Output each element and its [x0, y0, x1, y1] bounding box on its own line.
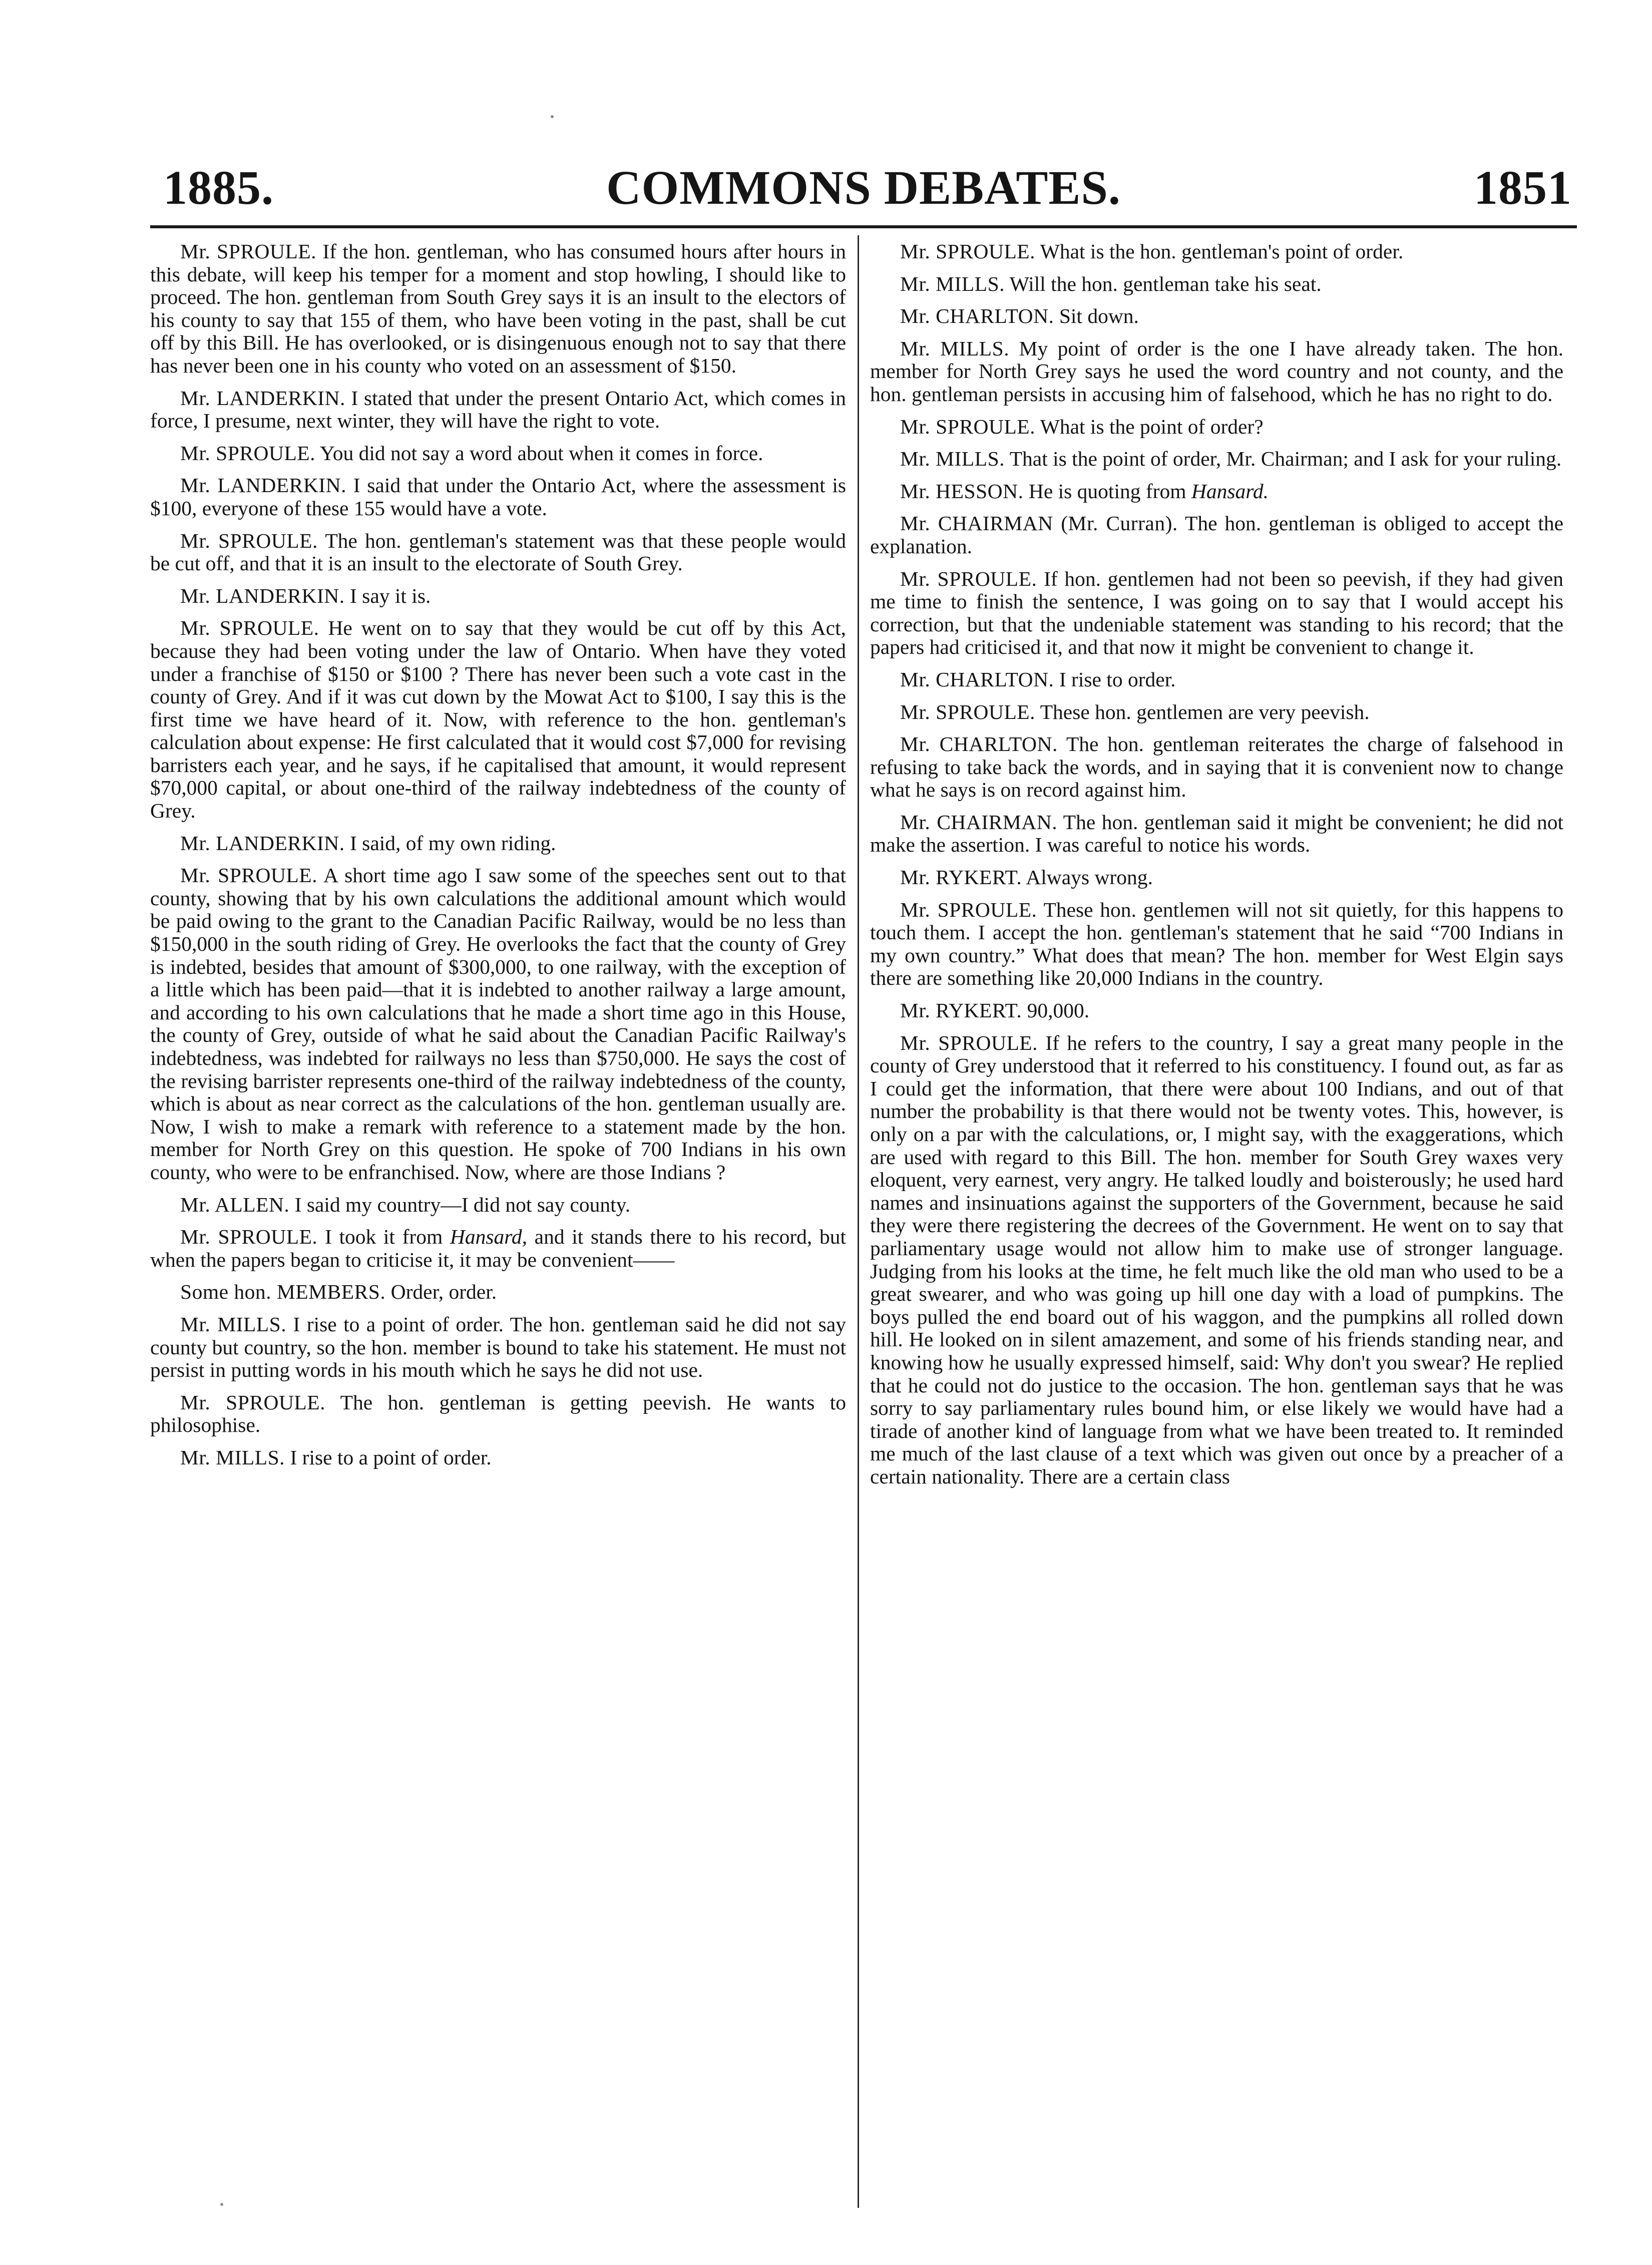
speaker-name: Mr. SPROULE.	[180, 616, 319, 640]
speaker-name: Mr. CHARLTON.	[900, 667, 1054, 691]
speech-text: Will the hon. gentleman take his seat.	[1009, 272, 1322, 295]
speech-paragraph	[150, 617, 846, 822]
speech-text: The hon. gentleman is getting peevish. He wants to philosophise.	[150, 1390, 846, 1437]
speaker-name: Mr. SPROULE.	[180, 1390, 326, 1414]
speech-paragraph	[150, 387, 846, 433]
header-year: 1885.	[163, 161, 274, 214]
speaker-name: Mr. LANDERKIN.	[180, 584, 345, 607]
speaker-name: Mr. CHARLTON.	[900, 304, 1054, 328]
speaker-name: Mr. CHAIRMAN (Mr. Curran).	[900, 512, 1178, 535]
speech-paragraph	[150, 585, 846, 608]
speaker-name: Mr. MILLS.	[900, 336, 1010, 360]
speaker-name: Mr. SPROULE.	[180, 529, 318, 552]
speech-paragraph	[150, 1281, 846, 1304]
running-head	[150, 150, 1577, 225]
speaker-name: Mr. MILLS.	[900, 272, 1005, 295]
speech-text: What is the point of order?	[1040, 415, 1264, 438]
speech-text: I stated that under the present Ontario Act, which comes in force, I presume, next winter, they will have the right to vote.	[150, 386, 846, 433]
speech-paragraph	[150, 1226, 846, 1271]
speech-paragraph	[870, 273, 1563, 296]
speech-text: A short time ago I saw some of the speeches sent out to that county, showing that by his own calculations the additional amount which would be paid owing to the grant to the Canadian Pacific Railway, would be no less than $150,000 in the south riding of Grey. He overlooks the fact that the county of Grey is indebted, besides that amount of $300,000, to one railway, with the exception of a little which has been paid—that it is indebted to another railway a large amount, and according to his own calculations that he made a short time ago in this House, the county of Grey, outside of what he said about the Canadian Pacific Railway's indebtedness, was indebted for railways no less than $750,000. He says the cost of the revising barrister represents one-third of the railway indebtedness of the county, which is about as near correct as the calculations of the hon. gentleman usually are. Now, I wish to make a remark with reference to a statement made by the hon. member for North Grey on this question. He spoke of 700 Indians in his own county, who were to be enfranchised. Now, where are those Indians ?	[150, 864, 846, 1184]
speech-text: Order, order.	[390, 1280, 497, 1304]
speaker-name: Mr. LANDERKIN.	[180, 386, 345, 410]
speaker-name: Mr. SPROULE.	[900, 898, 1037, 921]
speech-paragraph	[870, 480, 1563, 503]
speech-paragraph	[870, 512, 1563, 558]
speaker-name: Mr. LANDERKIN.	[180, 831, 345, 855]
speaker-name: Mr. SPROULE.	[900, 567, 1037, 590]
speaker-name: Mr. CHAIRMAN.	[900, 810, 1058, 834]
speaker-name: Mr. SPROULE.	[180, 240, 317, 263]
speaker-name: Mr. MILLS.	[900, 447, 1005, 471]
speech-paragraph	[870, 668, 1563, 691]
speech-text: These hon. gentlemen are very peevish.	[1040, 700, 1370, 723]
speech-text: What is the hon. gentleman's point of order.	[1040, 240, 1404, 263]
speech-paragraph	[150, 1446, 846, 1469]
speech-paragraph	[150, 240, 846, 378]
speech-text: He went on to say that they would be cut off by this Act, because they had been voting under the law of Ontario. When have they voted under a franchise of $150 or $100 ? There has never been such a vote cast in the county of Grey. And if it was cut down by the Mowat Act to $100, I say this is the first time we have heard of it. Now, with reference to the hon. gentleman's calculation about expense: He first calculated that it would cost $7,000 for revising barristers each year, and he says, if he capitalised that amount, it would represent $70,000 capital, or about one-third of the railway indebtedness of the county of Grey.	[150, 616, 846, 823]
header-rule	[150, 225, 1577, 228]
right-column	[870, 240, 1563, 2223]
speech-text-continued: and it stands there to his record, but when the papers began to criticise it, it may be convenient——	[150, 1225, 846, 1271]
speaker-name: Mr. SPROULE.	[900, 700, 1036, 723]
column-divider	[858, 235, 859, 2208]
speech-paragraph	[870, 448, 1563, 471]
speaker-name: Mr. SPROULE.	[180, 864, 318, 887]
speech-text: The hon. gentleman reiterates the charge of falsehood in refusing to take back the words, and in saying that it is convenient now to change what he says is on record against him.	[870, 732, 1563, 802]
speech-paragraph	[870, 811, 1563, 857]
speaker-name: Mr. HESSON.	[900, 479, 1024, 503]
speech-text: 90,000.	[1027, 999, 1090, 1022]
speech-text: I say it is.	[349, 584, 431, 607]
speech-paragraph	[150, 864, 846, 1184]
speaker-name: Mr. SPROULE.	[900, 1031, 1038, 1054]
speech-text: I said my country—I did not say county.	[294, 1193, 631, 1216]
speech-paragraph	[870, 337, 1563, 406]
speech-paragraph	[150, 1194, 846, 1217]
paper-speck	[220, 2203, 223, 2206]
speech-paragraph	[870, 701, 1563, 724]
speech-text: I rise to a point of order.	[290, 1445, 492, 1469]
speech-paragraph	[150, 474, 846, 520]
speech-paragraph	[870, 999, 1563, 1022]
speech-text: I took it from	[324, 1225, 450, 1249]
italic-reference: Hansard,	[450, 1225, 528, 1249]
speech-text: Sit down.	[1059, 304, 1139, 328]
speaker-name: Mr. SPROULE.	[180, 1225, 318, 1249]
paper-speck	[551, 115, 554, 118]
speaker-name: Mr. ALLEN.	[180, 1193, 290, 1216]
speech-paragraph	[870, 568, 1563, 659]
speech-text: I said, of my own riding.	[349, 831, 556, 855]
speech-paragraph	[870, 733, 1563, 802]
speaker-name: Mr. SPROULE.	[180, 441, 316, 465]
speech-paragraph	[870, 240, 1563, 263]
speaker-name: Some hon. MEMBERS.	[180, 1280, 386, 1304]
speaker-name: Mr. RYKERT.	[900, 866, 1022, 889]
speech-paragraph	[150, 832, 846, 855]
speaker-name: Mr. LANDERKIN.	[180, 474, 346, 497]
page-number: 1851	[1474, 161, 1572, 214]
speech-paragraph	[150, 1391, 846, 1437]
speech-paragraph	[150, 442, 846, 465]
speech-paragraph	[870, 1032, 1563, 1488]
speech-text: If hon. gentlemen had not been so peevish, if they had given me time to finish the sentence, I was going on to say that I would accept his correction, but that the undeniable statement was standing to his record; that the papers had criticised it, and that now it might be convenient to change it.	[870, 567, 1563, 659]
speech-text: I rise to order.	[1059, 667, 1176, 691]
left-column	[150, 240, 846, 2223]
speech-text: I said that under the Ontario Act, where the assessment is $100, everyone of these 155 would have a vote.	[150, 474, 846, 520]
speech-text: The hon. gentleman is obliged to accept the explanation.	[870, 512, 1563, 558]
speech-text: You did not say a word about when it comes in force.	[319, 441, 763, 465]
page-title: COMMONS DEBATES.	[606, 161, 1121, 214]
speaker-name: Mr. SPROULE.	[900, 415, 1036, 438]
speech-paragraph	[870, 305, 1563, 328]
speech-text: The hon. gentleman said it might be convenient; he did not make the assertion. I was careful to notice his words.	[870, 810, 1563, 857]
speech-text: These hon. gentlemen will not sit quietly, for this happens to touch them. I accept the hon. gentleman's statement that he said “700 Indians in my own country.” What does that mean? The hon. member for West Elgin says there are something like 20,000 Indians in the country.	[870, 898, 1563, 990]
speech-text: That is the point of order, Mr. Chairman; and I ask for your ruling.	[1009, 447, 1562, 471]
speech-paragraph	[870, 899, 1563, 990]
speech-text: He is quoting from	[1028, 479, 1191, 503]
speech-paragraph	[150, 1313, 846, 1382]
speech-paragraph	[870, 416, 1563, 439]
speech-text: Always wrong.	[1026, 866, 1153, 889]
speech-text: If he refers to the country, I say a great many people in the county of Grey understood that it referred to his constituency. I found out, as far as I could get the information, that there were about 100 Indians, and out of that number the probability is that there would not be twenty votes. This, however, is only on a par with the calculations, or, I might say, with the exaggerations, which are used with regard to this Bill. The hon. member for South Grey waxes very eloquent, very earnest, very angry. He talked loudly and boisterously; he used hard names and insinuations against the supporters of the Government, because he said they were there registering the decrees of the Government. He went on to say that parliamentary usage would not allow him to make use of stronger language. Judging from his looks at the time, he felt much like the old man who used to be a great swearer, and who was going up hill one day with a load of pumpkins. The boys pulled the end board out of his waggon, and the pumpkins all rolled down hill. He looked on in silent amazement, and some of his friends standing near, and knowing how he usually expressed himself, said: Why don't you swear? He replied that he could not do justice to the occasion. The hon. gentleman says that he was sorry to say parliamentary rules bound him, or else likely we would have had a tirade of another kind of language from what we have been treated to. It reminded me much of the last clause of a text which was given out once by a preacher of a certain nationality. There are a certain class	[870, 1031, 1563, 1488]
italic-reference: Hansard.	[1191, 479, 1269, 503]
speech-text: My point of order is the one I have already taken. The hon. member for North Grey says he used the word country and not county, and the hon. gentleman persists in accusing him of falsehood, which he has no right to do.	[870, 336, 1563, 406]
speaker-name: Mr. CHARLTON.	[900, 732, 1058, 756]
speaker-name: Mr. MILLS.	[180, 1312, 287, 1336]
speech-paragraph	[870, 866, 1563, 889]
speaker-name: Mr. RYKERT.	[900, 999, 1022, 1022]
speech-text: If the hon. gentleman, who has consumed hours after hours in this debate, will keep his temper for a moment and stop howling, I should like to proceed. The hon. gentleman from South Grey says it is an insult to the electors of his county to say that 155 of them, who have been voting in the past, shall be cut off by this Bill. He has overlooked, or is disingenuous enough not to say that there has never been one in his county who voted on an assessment of $150.	[150, 240, 846, 377]
speaker-name: Mr. SPROULE.	[900, 240, 1036, 263]
speech-text: I rise to a point of order. The hon. gentleman said he did not say county but country, so the hon. member is bound to take his statement. He must not persist in putting words in his mouth which he says he did not use.	[150, 1312, 846, 1382]
speech-paragraph	[150, 530, 846, 575]
speaker-name: Mr. MILLS.	[180, 1445, 285, 1469]
speech-text: The hon. gentleman's statement was that these people would be cut off, and that it is an insult to the electorate of South Grey.	[150, 529, 846, 575]
